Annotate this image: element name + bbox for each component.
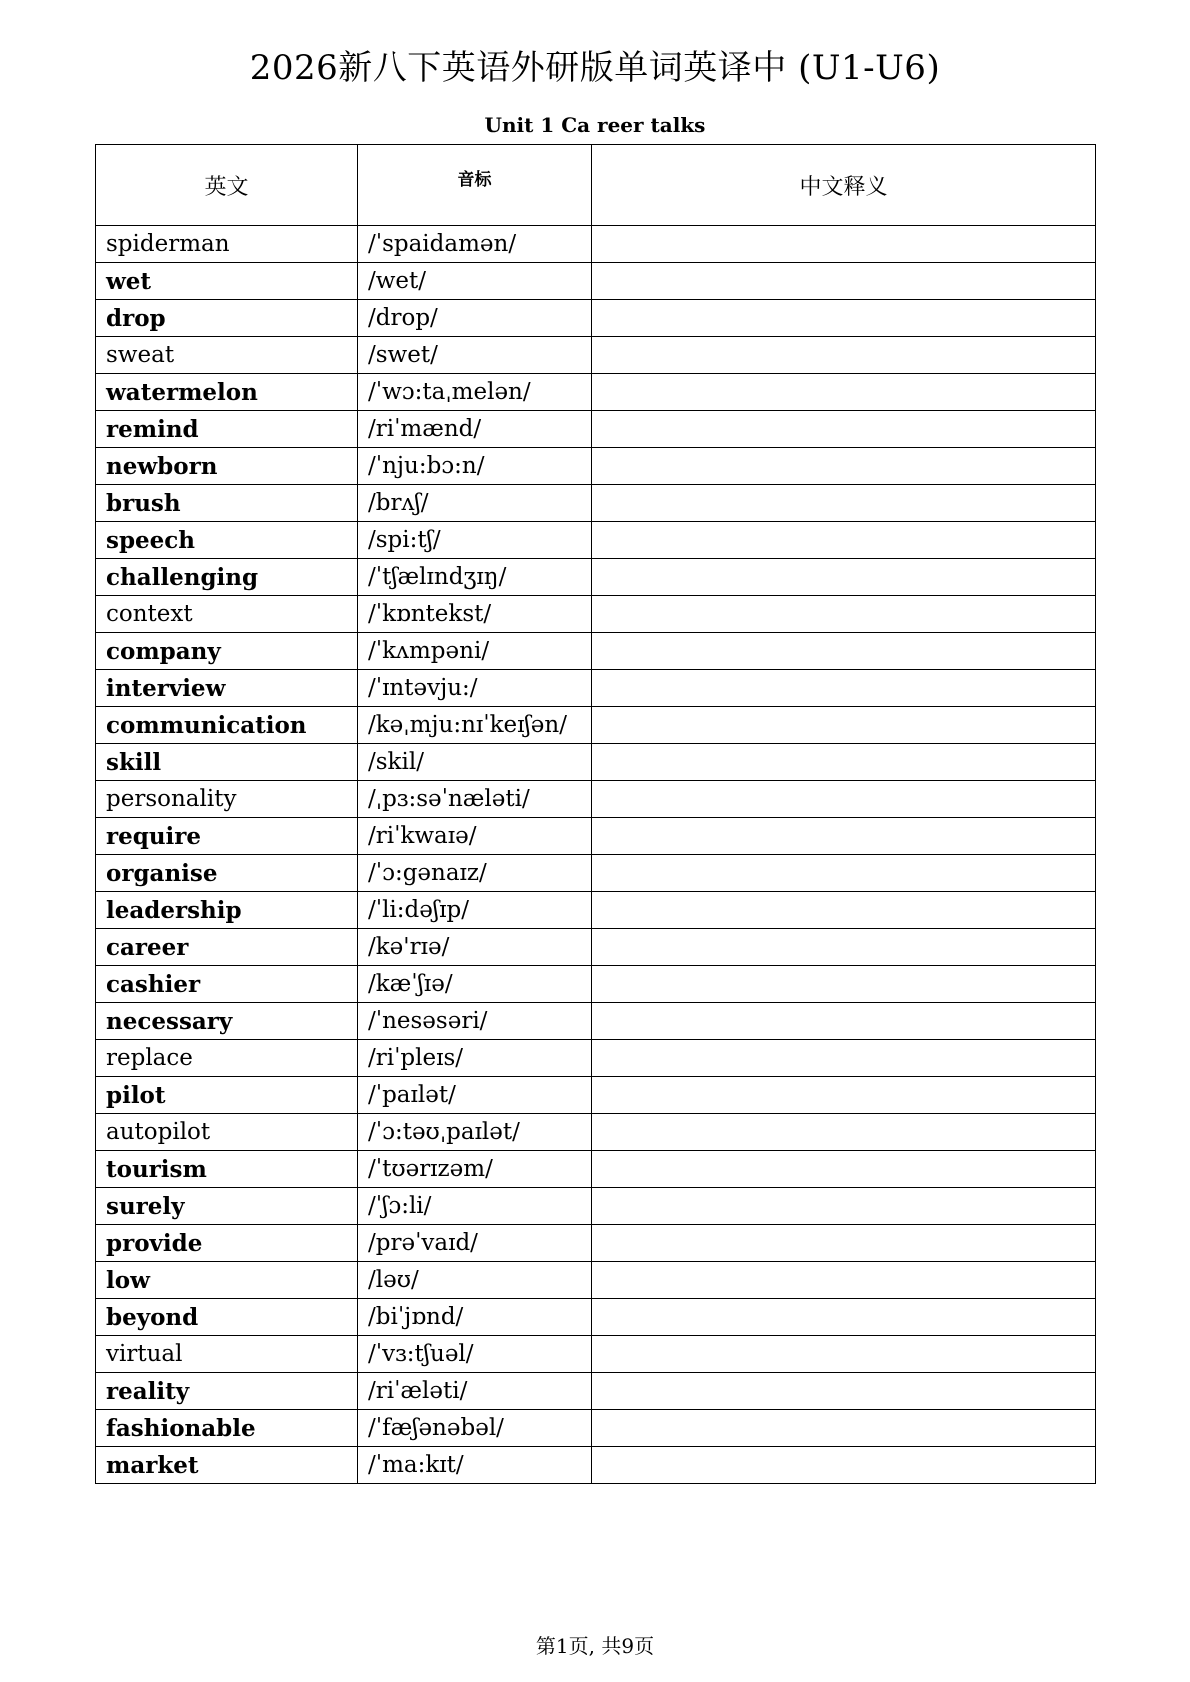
word-cell: virtual	[96, 1336, 358, 1373]
table-row	[96, 226, 1096, 263]
phonetic-cell: /ˈnju:bɔ:n/	[358, 448, 592, 485]
word-cell: watermelon	[96, 374, 358, 411]
word-cell: pilot	[96, 1077, 358, 1114]
table-row	[96, 1336, 1096, 1373]
table-row	[96, 1188, 1096, 1225]
phonetic-cell: /ˈma:kɪt/	[358, 1447, 592, 1484]
word-cell: organise	[96, 855, 358, 892]
phonetic-cell: /skil/	[358, 744, 592, 781]
phonetic-cell: /brʌʃ/	[358, 485, 592, 522]
word-cell: challenging	[96, 559, 358, 596]
phonetic-cell: /prəˈvaɪd/	[358, 1225, 592, 1262]
phonetic-cell: /ləʊ/	[358, 1262, 592, 1299]
meaning-cell[interactable]	[592, 596, 1096, 633]
table-row	[96, 1410, 1096, 1447]
word-cell: fashionable	[96, 1410, 358, 1447]
word-cell: sweat	[96, 337, 358, 374]
meaning-cell[interactable]	[592, 337, 1096, 374]
word-cell: autopilot	[96, 1114, 358, 1151]
table-row	[96, 263, 1096, 300]
meaning-cell[interactable]	[592, 1151, 1096, 1188]
phonetic-cell: /ˈfæʃənəbəl/	[358, 1410, 592, 1447]
word-cell: beyond	[96, 1299, 358, 1336]
meaning-cell[interactable]	[592, 1188, 1096, 1225]
meaning-cell[interactable]	[592, 818, 1096, 855]
table-row	[96, 1077, 1096, 1114]
phonetic-cell: /drop/	[358, 300, 592, 337]
word-cell: skill	[96, 744, 358, 781]
table-row	[96, 1151, 1096, 1188]
phonetic-cell: /riˈpleɪs/	[358, 1040, 592, 1077]
table-row	[96, 744, 1096, 781]
phonetic-cell: /ˈkʌmpəni/	[358, 633, 592, 670]
table-row	[96, 855, 1096, 892]
meaning-cell[interactable]	[592, 892, 1096, 929]
word-cell: necessary	[96, 1003, 358, 1040]
phonetic-cell: /ˈɪntəvju:/	[358, 670, 592, 707]
table-row	[96, 1040, 1096, 1077]
phonetic-cell: /ˈɔ:gənaɪz/	[358, 855, 592, 892]
phonetic-cell: /swet/	[358, 337, 592, 374]
phonetic-cell: /ˌpɜ:səˈnæləti/	[358, 781, 592, 818]
phonetic-cell: /ˈli:dəʃɪp/	[358, 892, 592, 929]
word-cell: surely	[96, 1188, 358, 1225]
meaning-cell[interactable]	[592, 855, 1096, 892]
word-cell: interview	[96, 670, 358, 707]
table-row	[96, 374, 1096, 411]
phonetic-cell: /ˈkɒntekst/	[358, 596, 592, 633]
table-row	[96, 448, 1096, 485]
meaning-cell[interactable]	[592, 300, 1096, 337]
meaning-cell[interactable]	[592, 522, 1096, 559]
header-english: 英文	[96, 145, 358, 226]
meaning-cell[interactable]	[592, 707, 1096, 744]
table-row	[96, 411, 1096, 448]
phonetic-cell: /kæˈʃɪə/	[358, 966, 592, 1003]
vocabulary-rows	[96, 226, 1096, 1484]
meaning-cell[interactable]	[592, 1077, 1096, 1114]
phonetic-cell: /kəˌmju:nɪˈkeɪʃən/	[358, 707, 592, 744]
table-row	[96, 1114, 1096, 1151]
phonetic-cell: /ˈtʊərɪzəm/	[358, 1151, 592, 1188]
header-chinese: 中文释义	[592, 145, 1096, 226]
meaning-cell[interactable]	[592, 1040, 1096, 1077]
table-row	[96, 522, 1096, 559]
phonetic-cell: /ˈnesəsəri/	[358, 1003, 592, 1040]
phonetic-cell: /ˈɔ:təʊˌpaɪlət/	[358, 1114, 592, 1151]
table-row	[96, 929, 1096, 966]
table-row	[96, 559, 1096, 596]
meaning-cell[interactable]	[592, 1447, 1096, 1484]
word-cell: spiderman	[96, 226, 358, 263]
word-cell: replace	[96, 1040, 358, 1077]
meaning-cell[interactable]	[592, 670, 1096, 707]
table-row	[96, 1225, 1096, 1262]
word-cell: market	[96, 1447, 358, 1484]
table-row	[96, 337, 1096, 374]
meaning-cell[interactable]	[592, 1410, 1096, 1447]
phonetic-cell: /spi:tʃ/	[358, 522, 592, 559]
table-row	[96, 1299, 1096, 1336]
phonetic-cell: /kə'rɪə/	[358, 929, 592, 966]
word-cell: reality	[96, 1373, 358, 1410]
phonetic-cell: /wet/	[358, 263, 592, 300]
word-cell: communication	[96, 707, 358, 744]
phonetic-cell: /riˈæləti/	[358, 1373, 592, 1410]
word-cell: speech	[96, 522, 358, 559]
header-phonetic: 音标	[358, 145, 592, 226]
meaning-cell[interactable]	[592, 966, 1096, 1003]
table-row	[96, 818, 1096, 855]
table-row	[96, 633, 1096, 670]
meaning-cell[interactable]	[592, 929, 1096, 966]
table-row	[96, 670, 1096, 707]
phonetic-cell: /biˈjɒnd/	[358, 1299, 592, 1336]
page-footer: 第1页, 共9页	[535, 1634, 655, 1658]
word-cell: brush	[96, 485, 358, 522]
word-cell: tourism	[96, 1151, 358, 1188]
table-header-row	[96, 145, 1096, 226]
word-cell: leadership	[96, 892, 358, 929]
meaning-cell[interactable]	[592, 781, 1096, 818]
word-cell: wet	[96, 263, 358, 300]
table-row	[96, 781, 1096, 818]
phonetic-cell: /riˈmænd/	[358, 411, 592, 448]
page-title: 2026新八下英语外研版单词英译中 (U1-U6)	[249, 48, 941, 88]
word-cell: cashier	[96, 966, 358, 1003]
meaning-cell[interactable]	[592, 633, 1096, 670]
phonetic-cell: /ˈtʃælɪndʒɪŋ/	[358, 559, 592, 596]
phonetic-cell: /ˈvɜ:tʃuəl/	[358, 1336, 592, 1373]
table-row	[96, 485, 1096, 522]
meaning-cell[interactable]	[592, 1262, 1096, 1299]
meaning-cell[interactable]	[592, 559, 1096, 596]
meaning-cell[interactable]	[592, 485, 1096, 522]
table-row	[96, 1003, 1096, 1040]
meaning-cell[interactable]	[592, 1003, 1096, 1040]
word-cell: low	[96, 1262, 358, 1299]
meaning-cell[interactable]	[592, 1114, 1096, 1151]
meaning-cell[interactable]	[592, 1373, 1096, 1410]
phonetic-cell: /ˈpaɪlət/	[358, 1077, 592, 1114]
word-cell: personality	[96, 781, 358, 818]
table-row	[96, 707, 1096, 744]
table-row	[96, 966, 1096, 1003]
word-cell: remind	[96, 411, 358, 448]
meaning-cell[interactable]	[592, 1299, 1096, 1336]
meaning-cell[interactable]	[592, 448, 1096, 485]
meaning-cell[interactable]	[592, 1336, 1096, 1373]
phonetic-cell: /ˈspaidamən/	[358, 226, 592, 263]
phonetic-cell: /ˈwɔ:taˌmelən/	[358, 374, 592, 411]
word-cell: require	[96, 818, 358, 855]
word-cell: provide	[96, 1225, 358, 1262]
vocabulary-table	[95, 144, 1096, 1484]
meaning-cell[interactable]	[592, 374, 1096, 411]
word-cell: career	[96, 929, 358, 966]
table-row	[96, 596, 1096, 633]
phonetic-cell: /ˈʃɔ:li/	[358, 1188, 592, 1225]
word-cell: drop	[96, 300, 358, 337]
meaning-cell[interactable]	[592, 1225, 1096, 1262]
table-row	[96, 1373, 1096, 1410]
table-row	[96, 1447, 1096, 1484]
meaning-cell[interactable]	[592, 744, 1096, 781]
unit-heading: Unit 1 Ca reer talks	[484, 113, 706, 137]
table-row	[96, 1262, 1096, 1299]
meaning-cell[interactable]	[592, 263, 1096, 300]
table-row	[96, 892, 1096, 929]
word-cell: context	[96, 596, 358, 633]
phonetic-cell: /riˈkwaɪə/	[358, 818, 592, 855]
word-cell: newborn	[96, 448, 358, 485]
word-cell: company	[96, 633, 358, 670]
table-row	[96, 300, 1096, 337]
meaning-cell[interactable]	[592, 411, 1096, 448]
meaning-cell[interactable]	[592, 226, 1096, 263]
